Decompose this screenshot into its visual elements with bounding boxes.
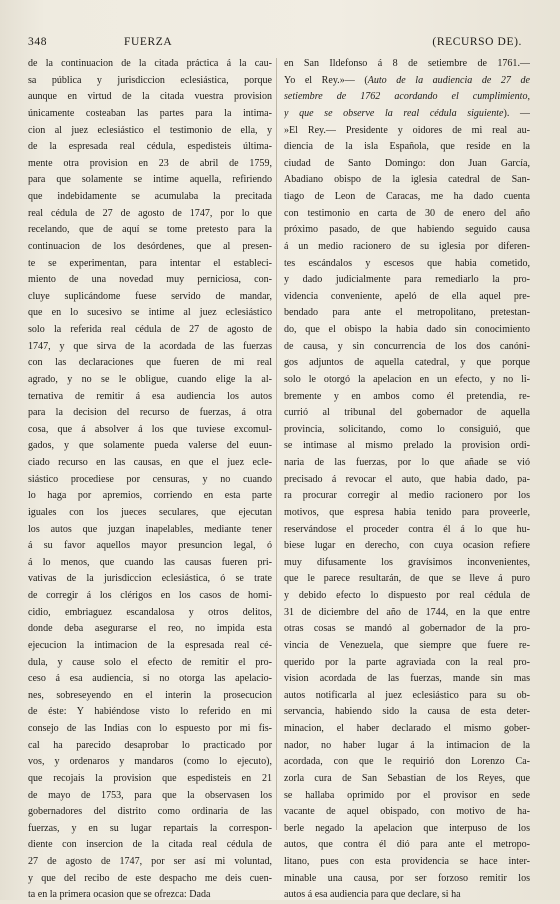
text-line: de corregir á los clérigos en los casos de homi-	[28, 590, 272, 601]
text-line: bremente y en ambos como él pretendia, re-	[284, 390, 530, 402]
text-line: autos, que contra él dió para ante el metropo-	[284, 839, 530, 851]
text-line: se hallaba oprimido por el provisor en sede	[284, 789, 530, 801]
text-line: 1747, y que sirva de la acordada de las fuerzas	[28, 340, 272, 352]
text-line: cion al juez eclesiástico el testimonio de ella, y	[28, 124, 272, 136]
text-line: cal ha parecido desaprobar lo practicado por	[28, 739, 272, 751]
text-line: siástico procediese por censuras, y no cuando	[28, 473, 272, 485]
text-line: de causa, y sin concurrencia de los dos canóni-	[284, 340, 530, 352]
text-line: bendado para ante el metropolitano, pretestan-	[284, 307, 530, 319]
page-header	[28, 36, 536, 54]
text-line: diencia de la isla Española, que reside en la	[284, 141, 530, 153]
text-line: vision acordada de las fuerzas, mande sin mas	[284, 673, 530, 685]
text-line: los autos que juzgan inapelables, mediante tener	[28, 523, 272, 535]
text-line: agrado, y no se le obligue, cuando elige la al-	[28, 373, 272, 385]
text-line: ejecucion la intimacion de la espresada real cé-	[28, 639, 272, 651]
text-line: motivos, que espresa habia tenido para proveerle,	[284, 506, 530, 518]
text-line: y dado judicialmente para remediarlo la pro-	[284, 274, 530, 286]
text-line: se intimase al mismo prelado la provision ordi-	[284, 440, 530, 452]
page-number: 348	[28, 36, 48, 48]
text-line: gados, y que solamente pueda valerse del euun-	[28, 440, 272, 452]
text-line: que indebidamente se acumulaba la precitada	[28, 191, 272, 202]
text-line: minable una causa, por ser forzoso remitir los	[284, 872, 530, 884]
text-line: donde deba asegurarse el reo, no impida esta	[28, 623, 272, 635]
text-line: de la continuacion de la citada práctica á la cau-	[28, 58, 272, 69]
text-line: únicamente costeaban las partes para la intima-	[28, 107, 272, 119]
text-line: precisado á revocar el auto, que habia dado, pa-	[284, 473, 530, 485]
text-line: aunque en virtud de la citada vuestra provision	[28, 91, 272, 103]
text-line: consejo de las Indias con lo espuesto por mi fis-	[28, 723, 272, 734]
text-line: para que solamente se intime aquella, refiriendo	[28, 174, 272, 186]
text-line: á su favor aquellos mayor presuncion legal, ó	[28, 540, 272, 552]
text-line: con testimonio en carta de 30 de enero del año	[284, 207, 530, 219]
text-line: otras cosas se mandó al gobernador de la pro-	[284, 623, 530, 635]
right-text-column	[284, 56, 530, 904]
text-line: querido por la parte agraviada con la real pro-	[284, 656, 530, 668]
text-line: miento de una novedad muy perniciosa, con-	[28, 274, 272, 286]
text-line: tes escándalos y escesos que habia cometido,	[284, 257, 530, 269]
text-line: y debido efecto lo dispuesto por real cédula de	[284, 590, 530, 601]
text-line: gobernadores del distrito como ordinaria de las	[28, 806, 272, 818]
text-line: vacante de aquel obispado, con motivo de ha-	[284, 806, 530, 818]
text-line: de mayo de 1753, para que la observasen los	[28, 789, 272, 801]
text-line: currió al tribunal del gobernador de aquella	[284, 407, 530, 419]
text-line: recelando, que de aquí se tome pretesto para la	[28, 224, 272, 236]
text-line: que le parece resultarán, de que se lleve á puro	[284, 573, 530, 585]
text-line: cosa, que á absolver á los que tuviese excomul-	[28, 423, 272, 435]
text-line: nador, no haber lugar á la intimacion de la	[284, 739, 530, 751]
text-line: que en lo sucesivo se intime al juez eclesiástico	[28, 307, 272, 319]
text-line: á un medio racionero de su iglesia por diferen-	[284, 240, 530, 252]
text-line: sa pública y jurisdiccion eclesiástica, porque	[28, 74, 272, 86]
text-line: nes, sobreseyendo en el interin la prosecucion	[28, 689, 272, 701]
text-line: ternativa de remitir á esa audiencia los autos	[28, 390, 272, 402]
text-line: autos notificarla al juez eclesiástico para su ob-	[284, 689, 530, 701]
text-line: á lo menos, que cuando las causas fueren pri-	[28, 556, 272, 568]
text-line: en San Ildefonso á 8 de setiembre de 1761.—	[284, 58, 530, 69]
text-line: cluye suplicándome fuese servido de mandar,	[28, 290, 272, 302]
text-line: diente con insercion de la citada real cédula de	[28, 839, 272, 851]
text-line: real cédula de 27 de agosto de 1747, por lo que	[28, 207, 272, 219]
text-line: vincia de Venezuela, que siempre que fuere re-	[284, 639, 530, 651]
text-line: Abadiano obispo de la iglesia catedral de San-	[284, 174, 530, 186]
text-line: de éste: Y habiéndose visto lo referido en mi	[28, 706, 272, 718]
text-line: biese lugar en derecho, con cuya ocasion refiere	[284, 540, 530, 552]
text-line: solo le otorgó la apelacion en un efecto, y no li-	[284, 373, 530, 385]
text-line: para la decision del recurso de fuerzas, á otra	[28, 407, 272, 419]
text-line: mente otra provision en 23 de abril de 1759,	[28, 157, 272, 169]
text-line: ceso á esa audiencia, si no otorga las apelacio-	[28, 673, 272, 685]
text-line: reservándose el proceder contra él á lo que hu-	[284, 523, 530, 535]
text-line: que recojais la provision que espedisteis en 21	[28, 772, 272, 784]
text-line: setiembre de 1762 acordando el cumplimiento,	[284, 91, 530, 103]
text-line: autos á esa audiencia para que declare, si ha	[284, 889, 461, 901]
text-line: berle negado la apelacion que interpuso de los	[284, 822, 530, 834]
text-line: vos, y ordenaros y mandaros (como lo ejecuto),	[28, 756, 272, 768]
text-line: minacion, el haber declarado el mismo gober-	[284, 723, 530, 734]
text-line: solo la referida real cédula de 27 de agosto de	[28, 324, 272, 335]
left-text-column	[28, 56, 272, 904]
text-line: litano, pues con esta providencia se hace inter-	[284, 856, 530, 867]
text-line: ra procurar corregir al medio racionero por los	[284, 490, 530, 502]
section-title: FUERZA	[124, 36, 173, 48]
text-line: ciudad de Santo Domingo: don Juan García,	[284, 157, 530, 169]
text-line: con las declaraciones que fueren de mi real	[28, 357, 272, 369]
text-line: naria de las fuerzas, por lo que añade se vió	[284, 457, 530, 468]
text-line: ciado recurso en las causas, en que el juez ecle-	[28, 457, 272, 468]
text-line: próximo pasado, de que habiendo seguido causa	[284, 224, 530, 236]
text-line: 27 de agosto de 1747, por ser así mi voluntad,	[28, 856, 272, 867]
text-line: do, que el obispo la habia dado sin conocimiento	[284, 324, 530, 335]
text-line: »El Rey.— Presidente y oidores de mi real au-	[284, 124, 530, 136]
text-line: fuerzas, y en su lugar repartais la correspon-	[28, 822, 272, 834]
text-line: videncia conveniente, apeló de ella aquel pre-	[284, 290, 530, 302]
text-line: y que se observe la real cédula siguiente). —	[284, 107, 530, 119]
text-line: cidio, embriaguez escandalosa y otros delitos,	[28, 606, 272, 618]
text-line: acordada, con que le requirió don Lorenzo Ca-	[284, 756, 530, 768]
text-line: tiago de Leon de Caracas, me ha dado cuenta	[284, 191, 530, 202]
text-line: de la espresada real cédula, espedisteis última-	[28, 141, 272, 153]
text-line: Yo el Rey.»— (Auto de la audiencia de 27 de	[284, 74, 530, 86]
text-line: 31 de diciembre del año de 1744, en la que entre	[284, 606, 530, 618]
running-title: (RECURSO DE).	[432, 36, 522, 48]
text-line: te se experimentan, para intentar el estableci-	[28, 257, 272, 269]
text-line: provincia, solicitando, como lo consiguió, que	[284, 423, 530, 435]
text-line: continuacion de los desórdenes, que al presen-	[28, 240, 272, 252]
text-line: zorla cura de San Sebastian de los Reyes, que	[284, 772, 530, 784]
column-divider	[276, 58, 277, 830]
text-line: dula, y cause solo el efecto de remitir el pro-	[28, 656, 272, 668]
text-line: ta en la primera ocasion que se ofrezca: Dada	[28, 889, 211, 901]
text-line: gos adjuntos de aquella catedral, y que porque	[284, 357, 530, 369]
text-line: vativas de la jurisdiccion eclesiástica, ó se trate	[28, 573, 272, 585]
text-line: iguales con los jueces seculares, que ejecutan	[28, 506, 272, 518]
text-line: y que del recibo de este despacho me deis cuen-	[28, 872, 272, 884]
text-line: muy difusamente los gravísimos inconvenientes,	[284, 556, 530, 568]
text-line: lo haga por apremios, corriendo en esta parte	[28, 490, 272, 502]
text-line: servancia, habiendo sido la causa de esta deter-	[284, 706, 530, 718]
